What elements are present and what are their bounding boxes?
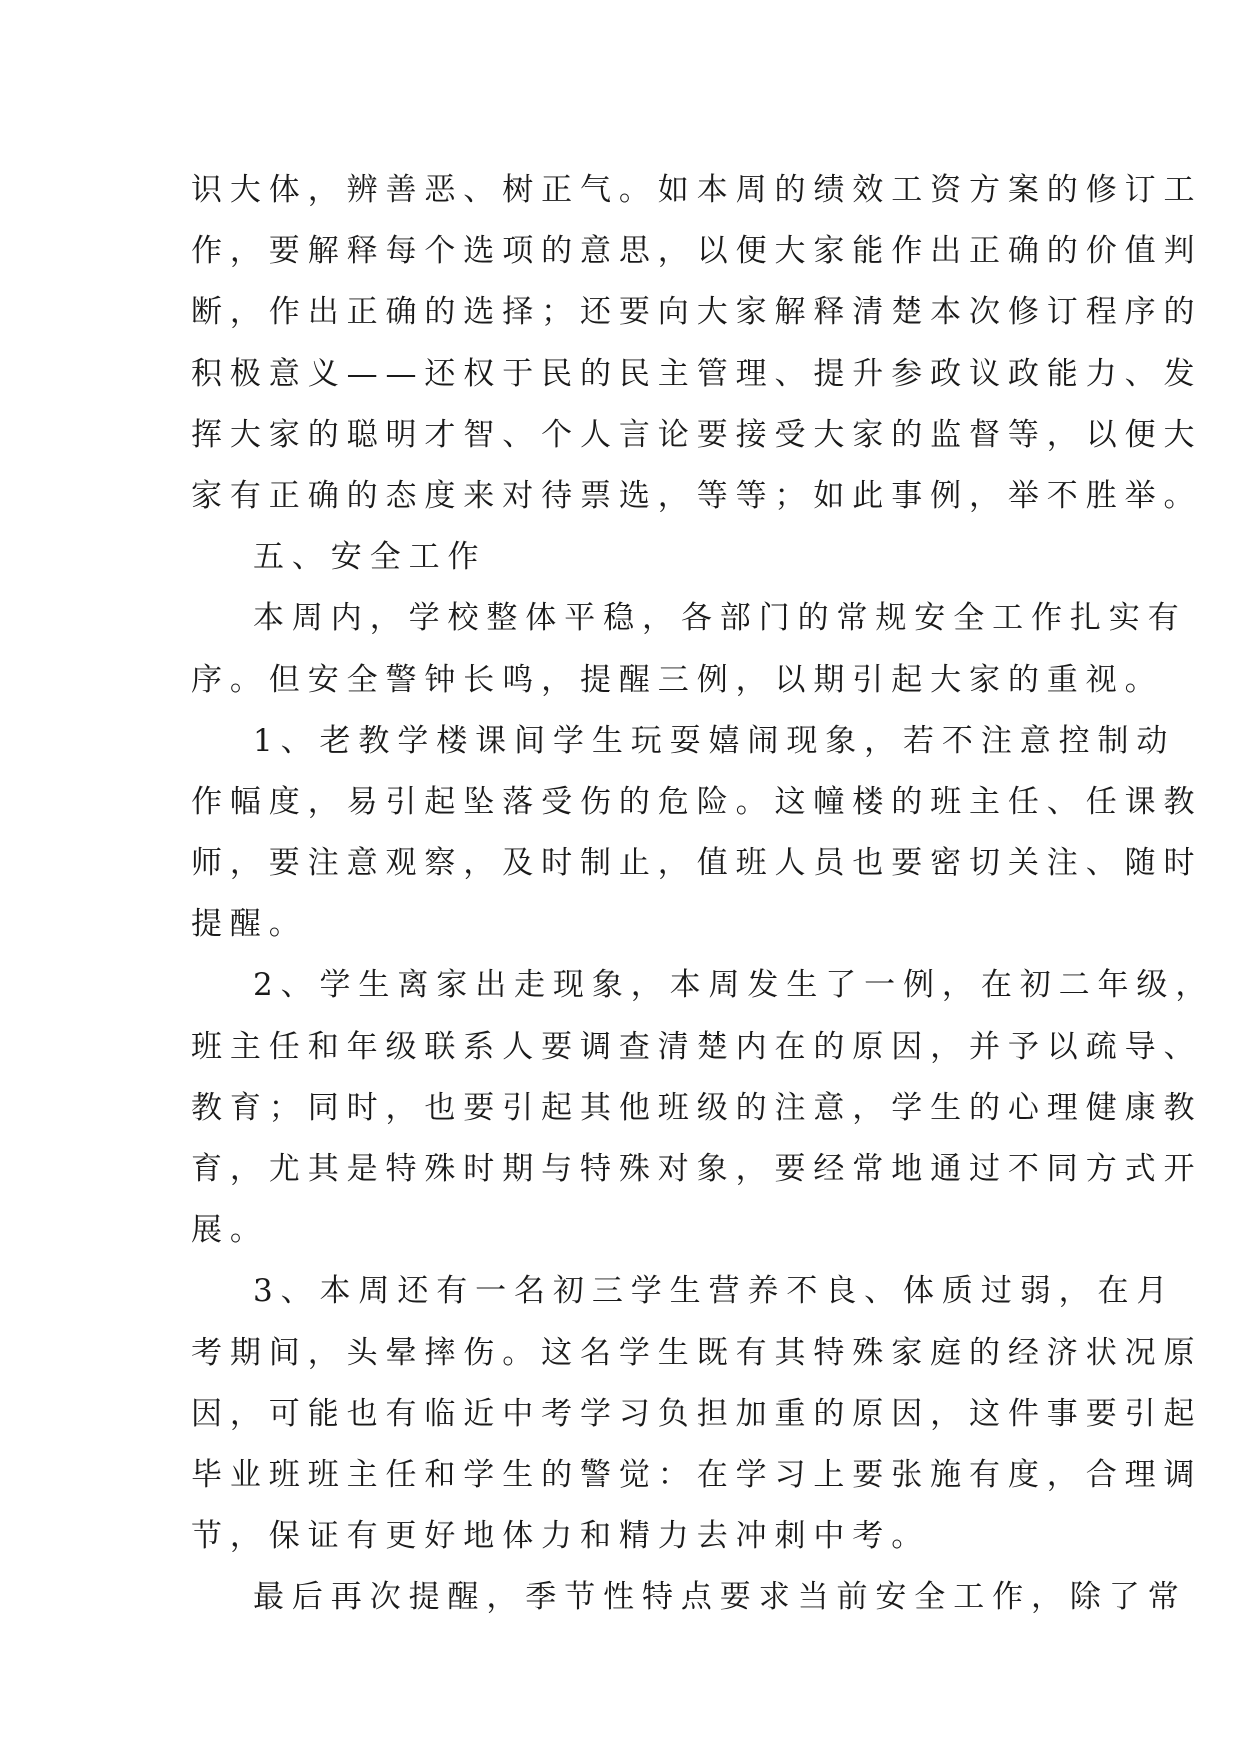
text-line: 毕业班班主任和学生的警觉：在学习上要张施有度，合理调 [191,1456,1203,1493]
document-body [191,160,1215,1629]
section-heading: 五、安全工作 [253,539,487,576]
text-line: 积极意义——还权于民的民主管理、提升参政议政能力、发 [191,355,1203,392]
text-line: 考期间，头晕摔伤。这名学生既有其特殊家庭的经济状况原 [191,1334,1203,1371]
text-line: 师，要注意观察，及时制止，值班人员也要密切关注、随时 [191,845,1203,882]
text-line: 作幅度，易引起坠落受伤的危险。这幢楼的班主任、任课教 [191,783,1203,820]
text-line: 展。 [191,1212,269,1249]
text-line: 本周内，学校整体平稳，各部门的常规安全工作扎实有 [253,600,1187,637]
text-line: 断，作出正确的选择；还要向大家解释清楚本次修订程序的 [191,294,1203,331]
text-line: 识大体，辨善恶、树正气。如本周的绩效工资方案的修订工 [191,172,1203,208]
text-line: 作，要解释每个选项的意思，以便大家能作出正确的价值判 [191,233,1203,270]
text-line: 节，保证有更好地体力和精力去冲刺中考。 [191,1518,931,1555]
text-line: 序。但安全警钟长鸣，提醒三例，以期引起大家的重视。 [191,661,1164,698]
text-line: 因，可能也有临近中考学习负担加重的原因，这件事要引起 [191,1395,1203,1432]
text-line: 家有正确的态度来对待票选，等等；如此事例，举不胜举。 [191,477,1203,514]
text-line: 教育；同时，也要引起其他班级的注意，学生的心理健康教 [191,1089,1203,1126]
text-line: 育，尤其是特殊时期与特殊对象，要经常地通过不同方式开 [191,1151,1203,1187]
text-line: 提醒。 [191,906,308,943]
list-item-line: 2、学生离家出走现象，本周发生了一例，在初二年级， [253,967,1215,1004]
text-line: 班主任和年级联系人要调查清楚内在的原因，并予以疏导、 [191,1028,1203,1065]
text-line: 挥大家的聪明才智、个人言论要接受大家的监督等，以便大 [191,416,1203,453]
list-item-line: 1、老教学楼课间学生玩耍嬉闹现象，若不注意控制动 [253,722,1176,759]
list-item-line: 3、本周还有一名初三学生营养不良、体质过弱，在月 [253,1273,1176,1310]
text-line: 最后再次提醒，季节性特点要求当前安全工作，除了常 [253,1579,1187,1616]
